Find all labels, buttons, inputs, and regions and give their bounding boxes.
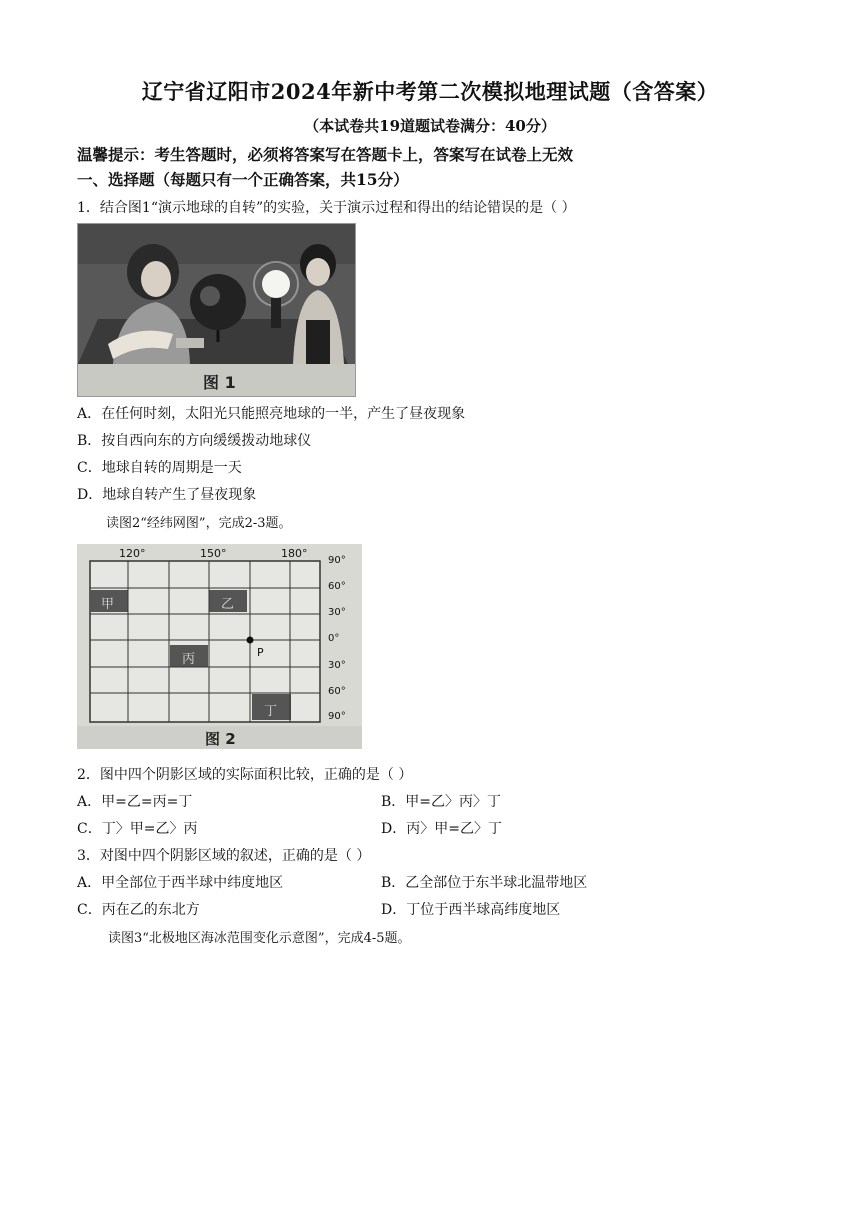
figure-1-photo	[77, 223, 356, 397]
lat-label-60n: 60°	[328, 581, 346, 592]
question-3-option-c: C．丙在乙的东北方	[77, 902, 200, 918]
notice: 温馨提示：考生答题时，必须将答案写在答题卡上，答案写在试卷上无效	[77, 145, 574, 164]
question-2-option-d: D．丙〉甲=乙〉丁	[381, 821, 502, 837]
question-3-stem: 3．对图中四个阴影区域的叙述，正确的是（ ）	[77, 848, 371, 864]
read-figure-2-instruction: 读图2“经纬网图”，完成2-3题。	[106, 516, 292, 531]
question-3-option-b: B．乙全部位于东半球北温带地区	[381, 875, 588, 891]
question-2-option-c: C．丁〉甲=乙〉丙	[77, 821, 198, 837]
question-1-option-c: C．地球自转的周期是一天	[77, 460, 242, 476]
question-2-option-a: A．甲=乙=丙=丁	[77, 794, 193, 810]
lon-label-150: 150°	[200, 547, 227, 560]
lat-label-90s: 90°	[328, 711, 346, 722]
question-3-option-d: D．丁位于西半球高纬度地区	[381, 902, 561, 918]
lat-label-90n: 90°	[328, 555, 346, 566]
lat-label-0: 0°	[328, 633, 340, 644]
lat-label-30n: 30°	[328, 607, 346, 618]
page-title: 辽宁省辽阳市2024年新中考第二次模拟地理试题（含答案）	[141, 79, 719, 104]
question-2-option-b: B．甲=乙〉丙〉丁	[381, 794, 502, 810]
figure-1-caption: 图 1	[203, 373, 236, 392]
page-subtitle: （本试卷共19道题试卷满分：40分）	[304, 117, 556, 135]
question-1-option-a: A．在任何时刻，太阳光只能照亮地球的一半，产生了昼夜现象	[77, 406, 466, 422]
lat-label-30s: 30°	[328, 660, 346, 671]
question-1-option-b: B．按自西向东的方向缓缓拨动地球仪	[77, 433, 312, 449]
question-2-stem: 2．图中四个阴影区域的实际面积比较，正确的是（ ）	[77, 767, 413, 783]
section-heading: 一、选择题（每题只有一个正确答案，共15分）	[77, 170, 409, 189]
lon-label-180: 180°	[281, 547, 308, 560]
region-label-ding: 丁	[264, 704, 278, 719]
question-1-stem: 1．结合图1“演示地球的自转”的实验，关于演示过程和得出的结论错误的是（ ）	[77, 200, 576, 216]
region-label-jia: 甲	[101, 597, 115, 612]
lat-label-60s: 60°	[328, 686, 346, 697]
question-3-option-a: A．甲全部位于西半球中纬度地区	[77, 875, 284, 891]
region-label-yi: 乙	[221, 597, 235, 612]
lon-label-120: 120°	[119, 547, 146, 560]
figure-2-graticule-drawing	[77, 544, 362, 749]
figure-2-caption: 图 2	[205, 730, 236, 748]
point-p-label: P	[257, 646, 264, 659]
read-figure-3-instruction: 读图3“北极地区海冰范围变化示意图”，完成4-5题。	[108, 931, 411, 946]
question-1-option-d: D．地球自转产生了昼夜现象	[77, 487, 257, 503]
region-label-bing: 丙	[182, 652, 196, 667]
figure-2-graticule	[77, 544, 362, 749]
